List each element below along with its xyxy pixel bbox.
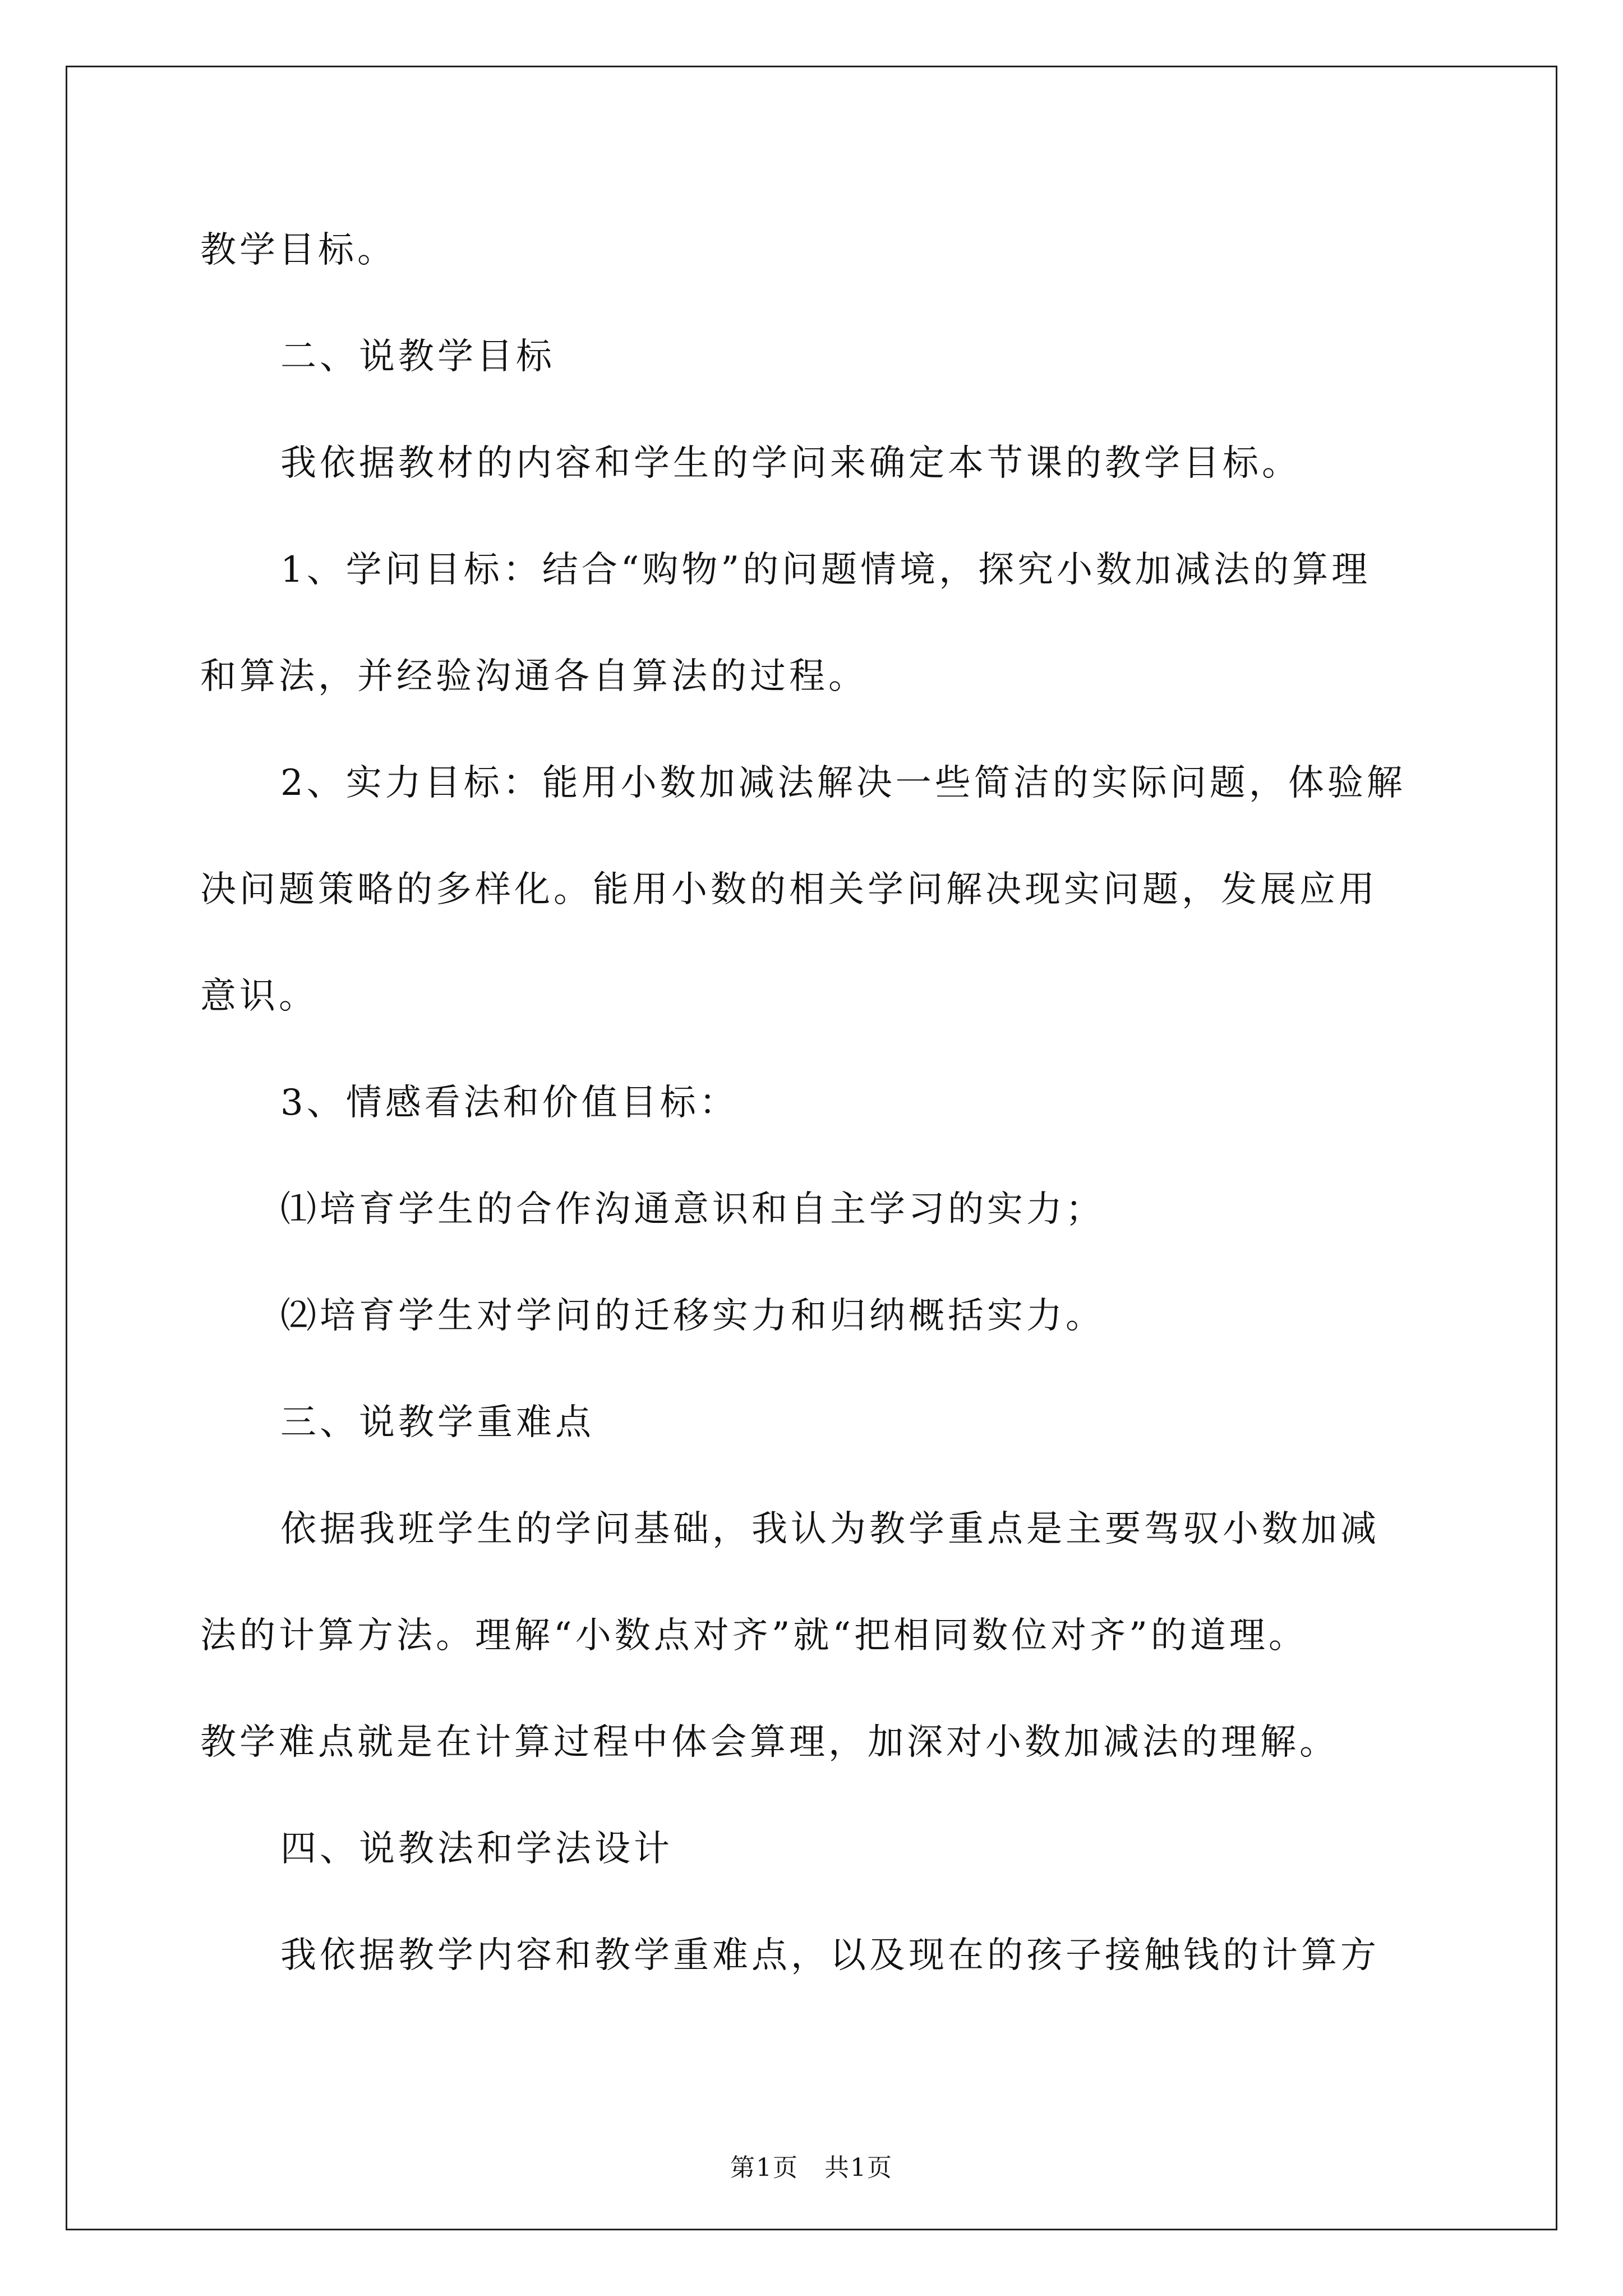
text-line-3: 我依据教材的内容和学生的学问来确定本节课的教学目标。 [280, 443, 1301, 484]
text-line-9: 3、情感看法和价值目标： [280, 1082, 739, 1124]
text-line-11: ⑵培育学生对学问的迁移实力和归纳概括实力。 [280, 1295, 1105, 1337]
text-line-8: 意识。 [200, 976, 318, 1017]
text-line-14: 法的计算方法。理解“小数点对齐”就“把相同数位对齐”的道理。 [200, 1615, 1308, 1657]
text-line-12: 三、说教学重难点 [280, 1402, 594, 1443]
page-border [66, 66, 1557, 2230]
text-line-15: 教学难点就是在计算过程中体会算理，加深对小数加减法的理解。 [200, 1722, 1339, 1763]
text-line-2: 二、说教学目标 [280, 336, 555, 378]
text-line-4: 1、学问目标：结合“购物”的问题情境，探究小数加减法的算理 [280, 549, 1371, 591]
text-line-17: 我依据教学内容和教学重难点，以及现在的孩子接触钱的计算方 [280, 1935, 1380, 1976]
text-line-5: 和算法，并经验沟通各自算法的过程。 [200, 656, 868, 697]
text-line-1: 教学目标。 [200, 229, 396, 271]
text-line-13: 依据我班学生的学问基础，我认为教学重点是主要驾驭小数加减 [280, 1508, 1380, 1550]
text-line-16: 四、说教法和学法设计 [280, 1828, 673, 1870]
text-line-10: ⑴培育学生的合作沟通意识和自主学习的实力； [280, 1189, 1105, 1230]
page-footer: 第1页 共1页 [730, 2154, 893, 2182]
text-line-6: 2、实力目标：能用小数加减法解决一些简洁的实际问题，体验解 [280, 762, 1406, 804]
text-line-7: 决问题策略的多样化。能用小数的相关学问解决现实问题，发展应用 [200, 869, 1378, 910]
